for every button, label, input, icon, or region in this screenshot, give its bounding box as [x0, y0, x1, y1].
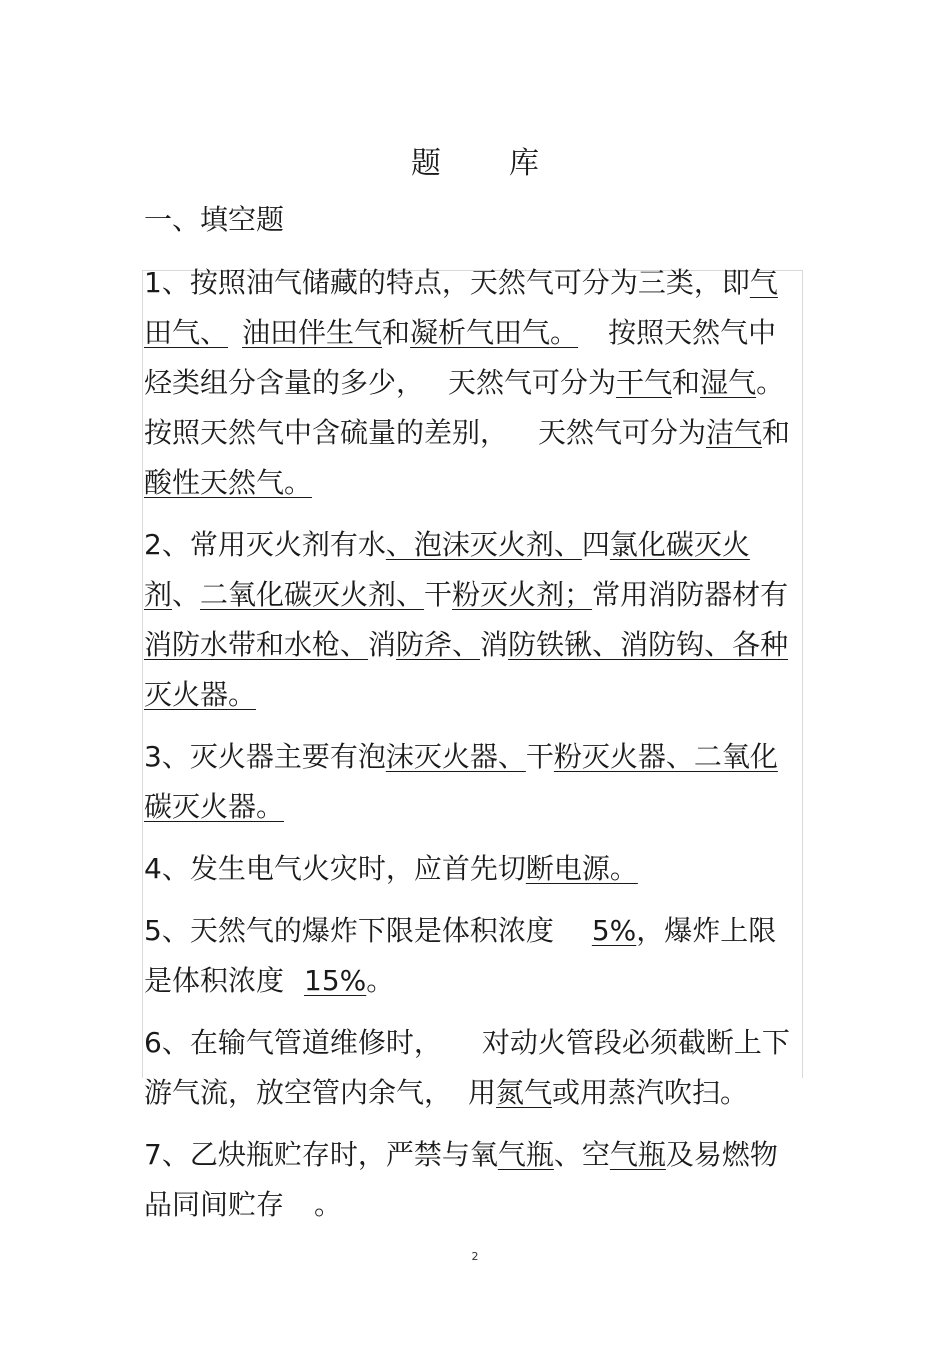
q2-text: 干: [424, 578, 453, 611]
question-2: [144, 520, 804, 720]
q2-answer: 防铁锹、消防钩、: [508, 628, 733, 661]
question-5: [144, 906, 804, 1006]
q2-text: 消: [368, 628, 397, 661]
q1-answer: 凝析气田气。: [410, 316, 579, 349]
q3-answer: 粉灭火器、二氧化碳灭火器。: [144, 740, 778, 823]
q1-text: 即: [721, 266, 750, 299]
q6-text: 用: [468, 1076, 497, 1109]
q1-text: 按照天然气中烃类组分含量的多少，: [144, 316, 777, 399]
page-title-left: 题: [411, 146, 441, 181]
q5-text: 5、天然气的爆炸下限是体积浓度: [144, 914, 554, 947]
q1-text: 天然气可分为: [448, 366, 617, 399]
question-3: [144, 732, 804, 832]
page-title-right: 库: [509, 146, 539, 181]
q2-text: 四: [581, 528, 610, 561]
q7-text: 7、乙炔瓶贮存时，严禁与氧: [144, 1138, 498, 1171]
page-number: 2: [471, 1250, 479, 1263]
q3-text: 干: [525, 740, 554, 773]
q2-text: 、: [172, 578, 201, 611]
question-4: [144, 844, 804, 894]
q1-answer: 气田气、: [144, 266, 778, 349]
q6-answer: 氮气: [496, 1076, 553, 1109]
q1-text: 1、按照油气储藏的特点，天然气可分为三类，: [144, 266, 722, 299]
q2-text: 消: [480, 628, 509, 661]
q1-text: 。按照天然气中含硫量的差别，: [144, 366, 785, 449]
q2-answer: 二氧化碳灭火剂、: [200, 578, 425, 611]
q2-answer: 消防水带和水枪、: [144, 628, 369, 661]
q3-answer: 沫灭火器、: [385, 740, 526, 773]
question-7: [144, 1130, 804, 1230]
q7-answer: 气瓶: [609, 1138, 666, 1171]
q5-text: ，爆炸上限是体积浓度: [144, 914, 777, 997]
q7-text: 、空: [553, 1138, 610, 1171]
q7-text: 及易燃物品同间贮存: [144, 1138, 778, 1221]
q1-text: 和: [382, 316, 411, 349]
q1-answer: 干气: [616, 366, 673, 399]
q2-answer: 各种灭火器。: [144, 628, 789, 711]
q1-answer: 酸性天然气。: [144, 466, 313, 499]
q4-answer: 断电源。: [525, 852, 638, 885]
q2-text: 常用消防器材有: [592, 578, 789, 611]
q1-answer: 湿气: [700, 366, 757, 399]
q4-text: 4、发生电气火灾时，应首先切: [144, 852, 526, 885]
q2-answer: 氯化碳灭火剂: [144, 528, 750, 611]
q7-text: 。: [314, 1188, 343, 1221]
q2-answer: 粉灭火剂；: [452, 578, 593, 611]
q2-text: 2、常用灭火剂有水: [144, 528, 386, 561]
question-1: [144, 258, 804, 508]
q1-text: 天然气可分为: [538, 416, 707, 449]
q6-text: 6、在输气管道维修时，: [144, 1026, 442, 1059]
q7-answer: 气瓶: [497, 1138, 554, 1171]
q6-text: 或用蒸汽吹扫。: [552, 1076, 749, 1109]
q2-answer: 、泡: [385, 528, 442, 561]
q1-text: 和: [762, 416, 791, 449]
q1-answer: 洁气: [706, 416, 763, 449]
q5-answer: 5%: [591, 914, 637, 947]
question-list: [144, 258, 804, 1242]
question-6: [144, 1018, 804, 1118]
q2-answer: 沫灭火剂、: [441, 528, 582, 561]
q2-answer: 防斧、: [396, 628, 481, 661]
q6-text: 对动火管段必须截断上下游气流，放空管内余气，: [144, 1026, 790, 1109]
page-title: [0, 138, 950, 182]
q5-text: 。: [366, 964, 395, 997]
q5-answer: 15%: [304, 964, 367, 997]
q1-answer: 油田伴生气: [242, 316, 383, 349]
section-heading: 一、填空题: [144, 203, 285, 236]
q1-text: 和: [672, 366, 701, 399]
q3-text: 3、灭火器主要有泡: [144, 740, 386, 773]
